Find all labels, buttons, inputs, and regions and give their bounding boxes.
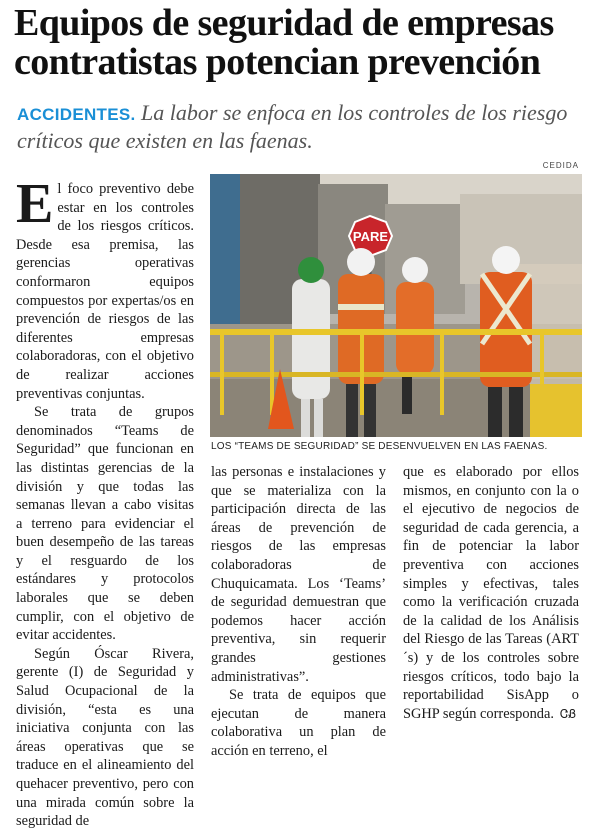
paragraph-2: Se trata de grupos denominados “Teams de Seguridad” que funcionan en las distintas gerencias de la división y que todas las semanas llevan a cabo visitas a terreno para evidenciar el buen desempeño de las tareas y el resguardo de los estándares y protocolos laborales que se deben cumplir, con el objetivo de evitar accidentes. [16,404,194,644]
headline-line-2: contratistas potencian prevención [14,41,541,83]
end-mark: ᏣᏰ [559,706,577,721]
paragraph-4-continued [403,463,579,723]
photo-caption: LOS “TEAMS DE SEGURIDAD” SE DESENVUELVEN EN LAS FAENAS. [211,441,548,452]
deck-kicker: ACCIDENTES. [17,105,136,124]
paragraph-3-continued: las personas e instalaciones y que se materializa con la participación directa de las áreas de prevención de riesgos de las empresas colaboradoras de Chuquicamata. Los ‘Teams’ de seguridad demuestran que podemos hacer acción preventiva, sin requerir grandes gestiones administrativas”. [211,464,386,685]
stop-sign-text: PARE [352,229,389,244]
headline [14,4,584,82]
article-column-1 [16,173,194,831]
photo-credit: CEDIDA [542,161,579,170]
deck [17,100,582,154]
deck-text: La labor se enfoca en los controles de los riesgo críticos que existen en las faenas. [17,100,568,153]
paragraph-4: Se trata de equipos que ejecutan de manera colaborativa un plan de acción en terreno, el [211,687,386,759]
article-photo [210,174,582,437]
article-column-3 [403,463,579,723]
dropcap: E [16,173,54,235]
photo-illustration [210,174,582,437]
paragraph-1 [16,173,194,403]
paragraph-4-continued-text: que es elaborado por ellos mismos, en conjunto con la o el ejecutivo de negocios de seguridad de cada gerencia, a fin de potenciar la labor preventiva con acciones simples y efectivas, tales como la verificación cruzada de la calidad de los Análisis del Riesgo de las Tareas (ART´s) y de los controles sobre riesgos críticos, todo bajo la reportabilidad SisApp o SGHP según corresponda. [403,464,579,722]
paragraph-3: Según Óscar Rivera, gerente (I) de Seguridad y Salud Ocupacional de la división, “esta es una iniciativa conjunta con las áreas operativas que se traduce en el alineamiento del quehacer preventivo, pero con una mirada común sobre la seguridad de [16,645,194,830]
paragraph-1-text: l foco preventivo debe estar en los controles de los riesgos críticos. Desde esa premisa, las gerencias operativas conformaron equipos compuestos por expertas/os en prevención de riesgos de las diferentes empresas colaboradoras, con el objetivo de realizar acciones preventivas conjuntas. [16,181,194,402]
headline-line-1: Equipos de seguridad de empresas [14,2,554,44]
